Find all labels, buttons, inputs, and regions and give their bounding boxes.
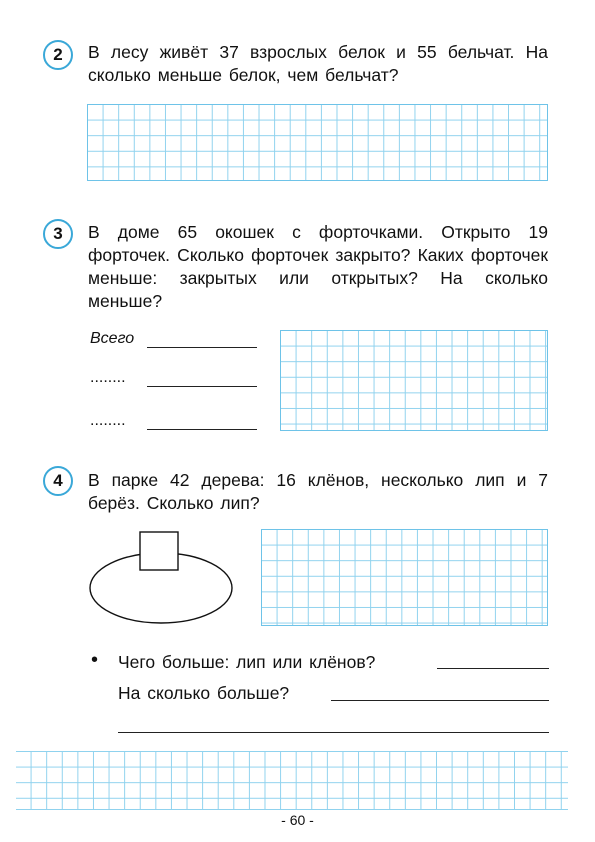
bullet-icon: • (91, 649, 99, 671)
extra-answer-line[interactable] (118, 732, 549, 733)
blank-label-2: ........ (90, 412, 126, 429)
task-2-text: В лесу живёт 37 взрослых белок и 55 бельчат. На сколько меньше белок, чем бельчат? (88, 42, 548, 85)
followup-answer-line[interactable] (331, 700, 549, 701)
task-4-text: В парке 42 дерева: 16 клёнов, несколько лип и 7 берёз. Сколько лип? (88, 470, 548, 513)
task-3-text: В доме 65 окошек с форточками. Открыто 19 форточек. Сколько форточек закрыто? Каких форточек меньше: закрытых или открытых? На сколько меньше? (88, 222, 548, 311)
total-label: Всего (90, 330, 135, 347)
bullet-question: Чего больше: лип или клёнов? (118, 652, 376, 672)
task-number-3: 3 (43, 219, 73, 249)
answer-grid-task-2[interactable] (87, 104, 548, 181)
square-shape (140, 532, 178, 570)
bottom-grid[interactable] (16, 751, 568, 810)
page-number: - 60 - (281, 812, 314, 828)
task-number-2: 2 (43, 40, 73, 70)
answer-grid-task-3[interactable] (280, 330, 548, 431)
venn-ellipse-square-diagram (88, 528, 238, 628)
answer-line-3[interactable] (147, 429, 257, 430)
task-number-4: 4 (43, 466, 73, 496)
answer-grid-task-4[interactable] (261, 529, 548, 626)
followup-question: На сколько больше? (118, 683, 290, 703)
blank-label-1: ........ (90, 369, 126, 386)
answer-line-2[interactable] (147, 386, 257, 387)
bullet-answer-line[interactable] (437, 668, 549, 669)
total-answer-line[interactable] (147, 347, 257, 348)
